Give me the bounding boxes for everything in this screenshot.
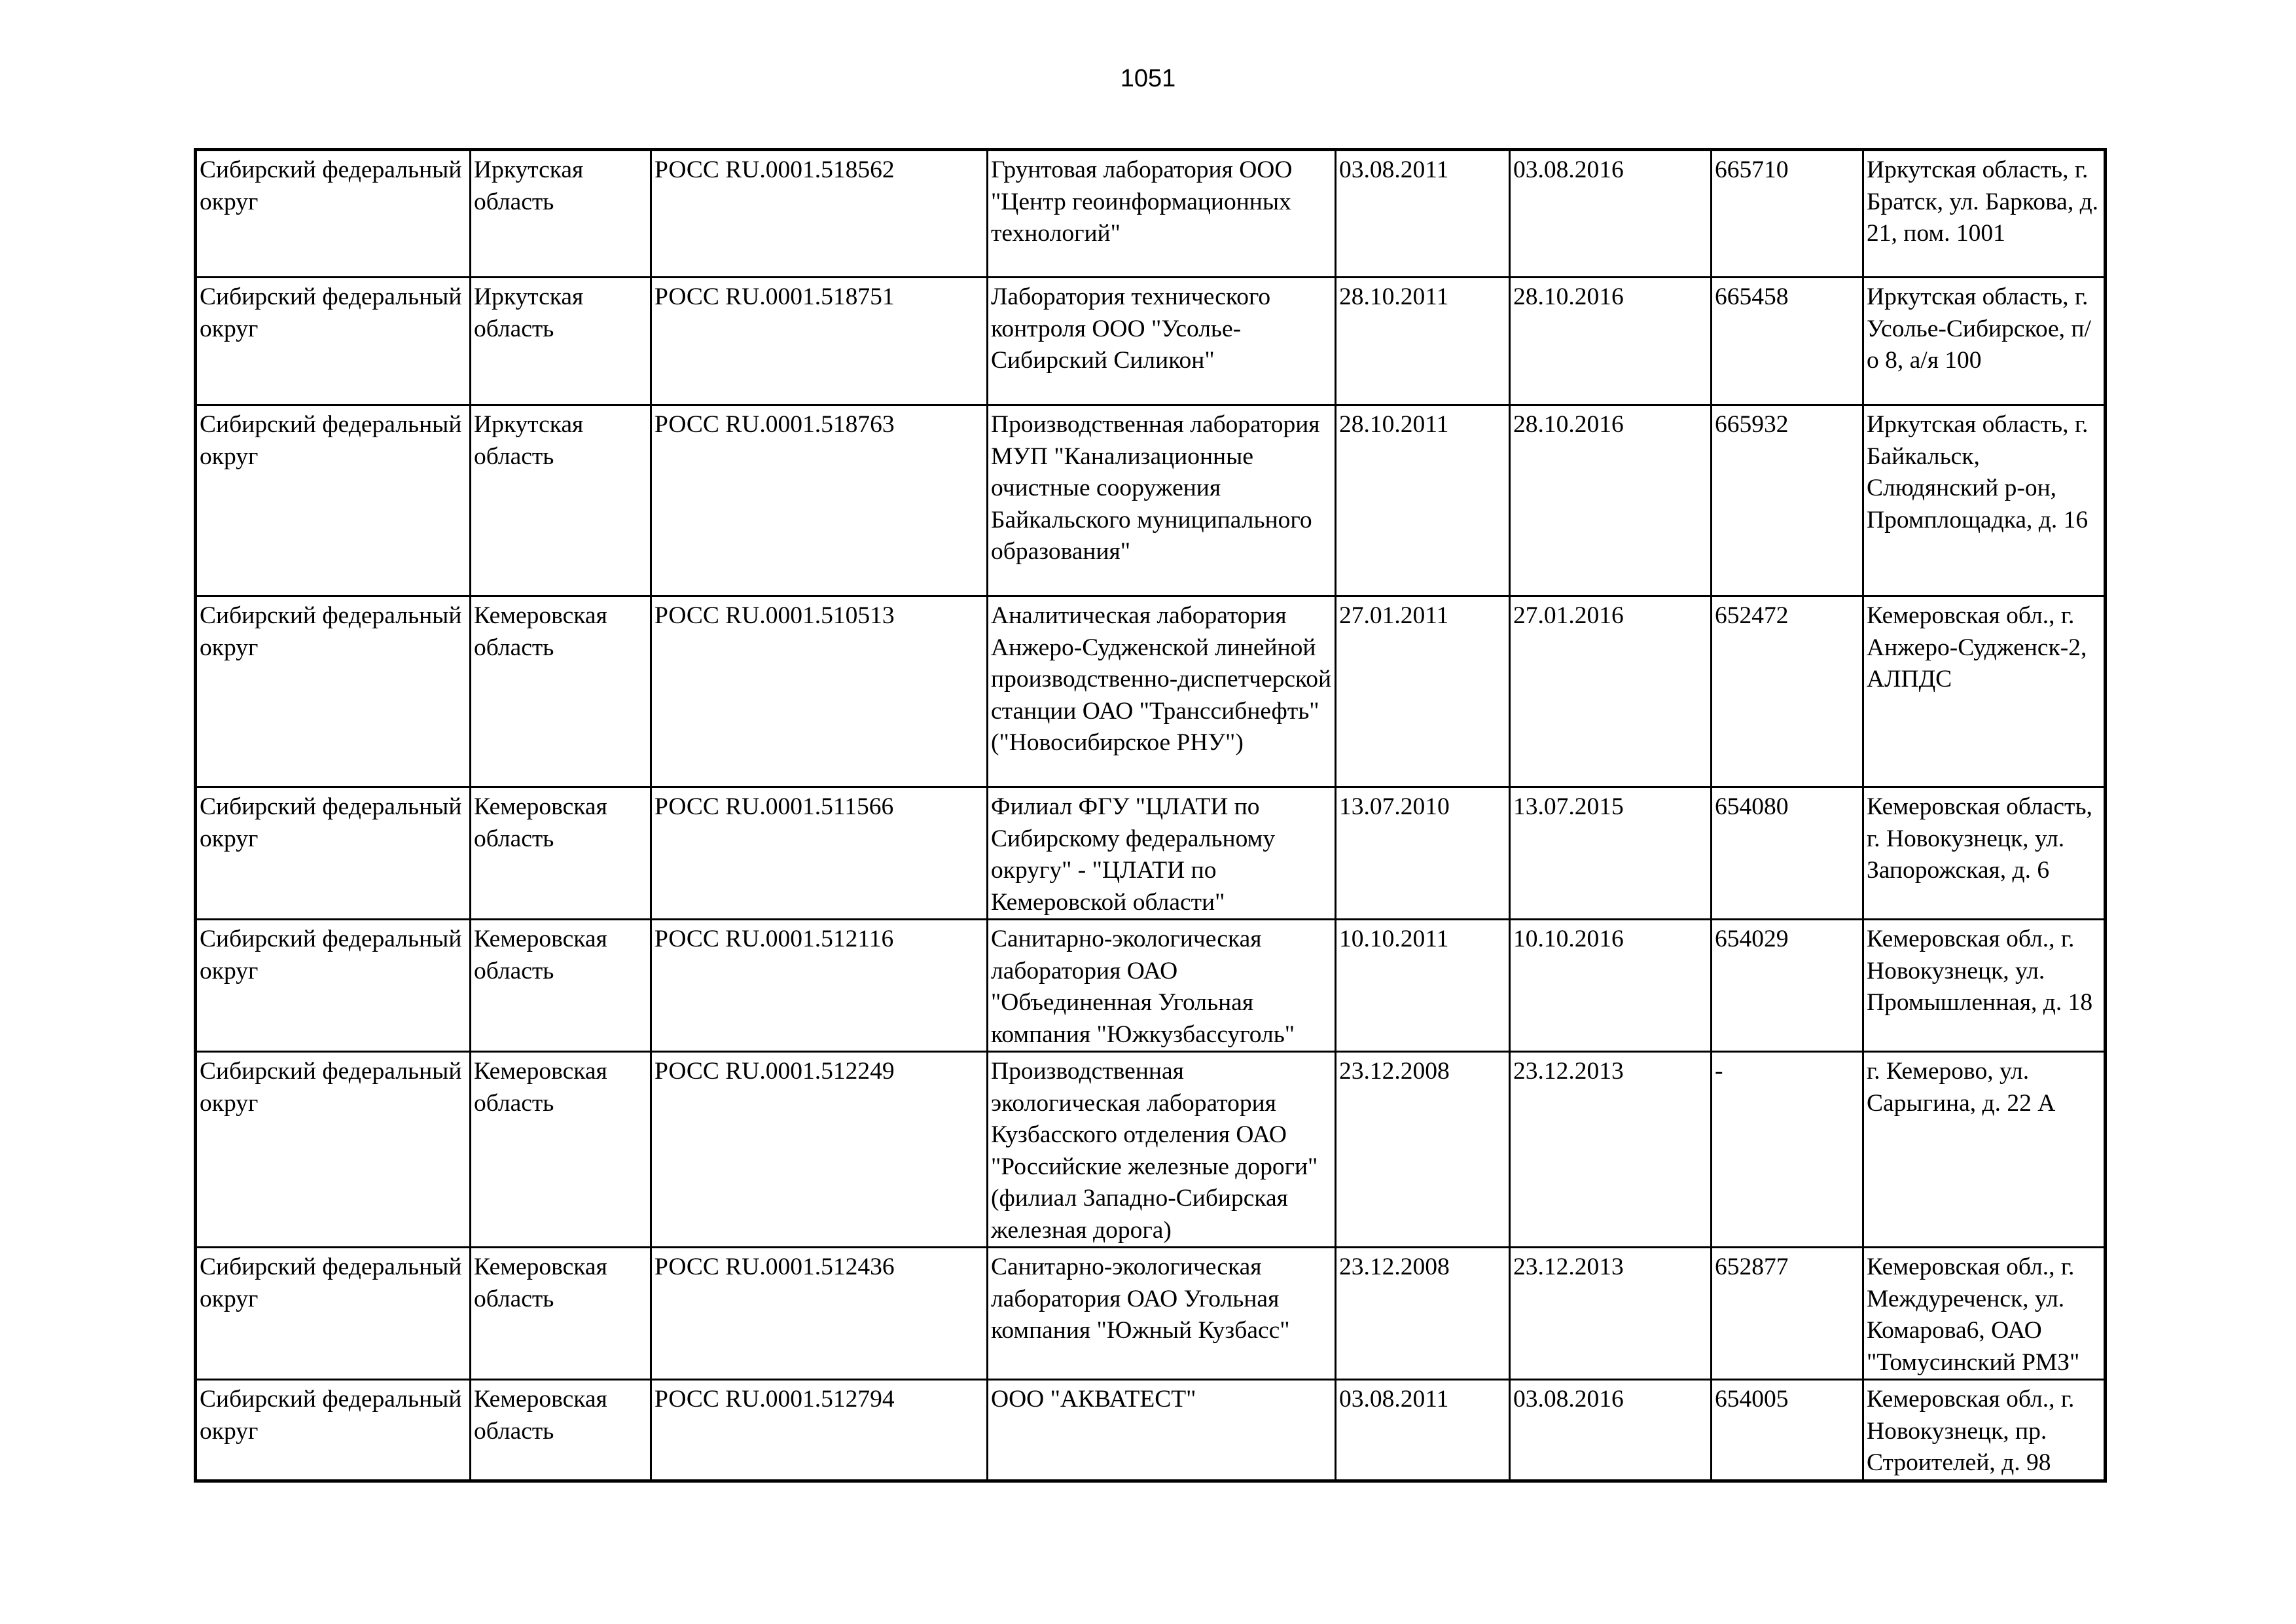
region-cell: Кемеровская область bbox=[471, 596, 651, 787]
postal-index-cell: - bbox=[1712, 1052, 1863, 1248]
valid-from-cell: 23.12.2008 bbox=[1336, 1052, 1510, 1248]
postal-index-cell: 665458 bbox=[1712, 278, 1863, 405]
region-cell: Кемеровская область bbox=[471, 920, 651, 1052]
valid-from-cell: 03.08.2011 bbox=[1336, 150, 1510, 278]
certificate-number-cell: РОСС RU.0001.510513 bbox=[651, 596, 988, 787]
certificate-number-cell: РОСС RU.0001.518751 bbox=[651, 278, 988, 405]
laboratory-name-cell: Филиал ФГУ "ЦЛАТИ по Сибирскому федеральному округу" - "ЦЛАТИ по Кемеровской области" bbox=[988, 787, 1336, 920]
table-row bbox=[196, 1248, 2106, 1380]
laboratory-name-cell: Аналитическая лаборатория Анжеро-Судженской линейной производственно-диспетчерской станции ОАО "Транссибнефть" ("Новосибирское РНУ") bbox=[988, 596, 1336, 787]
postal-index-cell: 665710 bbox=[1712, 150, 1863, 278]
valid-from-cell: 13.07.2010 bbox=[1336, 787, 1510, 920]
table-row bbox=[196, 787, 2106, 920]
table-row bbox=[196, 150, 2106, 278]
valid-from-cell: 28.10.2011 bbox=[1336, 405, 1510, 596]
certificate-number-cell: РОСС RU.0001.512116 bbox=[651, 920, 988, 1052]
table-row bbox=[196, 920, 2106, 1052]
region-cell: Кемеровская область bbox=[471, 787, 651, 920]
postal-index-cell: 654080 bbox=[1712, 787, 1863, 920]
certificate-number-cell: РОСС RU.0001.511566 bbox=[651, 787, 988, 920]
certificate-number-cell: РОСС RU.0001.518562 bbox=[651, 150, 988, 278]
laboratory-name-cell: ООО "АКВАТЕСТ" bbox=[988, 1380, 1336, 1481]
valid-from-cell: 27.01.2011 bbox=[1336, 596, 1510, 787]
laboratory-name-cell: Производственная экологическая лаборатория Кузбасского отделения ОАО "Российские железные дороги" (филиал Западно-Сибирская железная дорога) bbox=[988, 1052, 1336, 1248]
table-row bbox=[196, 278, 2106, 405]
address-cell: Кемеровская обл., г. Новокузнецк, пр. Строителей, д. 98 bbox=[1863, 1380, 2106, 1481]
district-cell: Сибирский федеральный округ bbox=[196, 278, 471, 405]
laboratory-registry-table bbox=[194, 148, 2107, 1483]
district-cell: Сибирский федеральный округ bbox=[196, 1052, 471, 1248]
valid-from-cell: 28.10.2011 bbox=[1336, 278, 1510, 405]
district-cell: Сибирский федеральный округ bbox=[196, 920, 471, 1052]
district-cell: Сибирский федеральный округ bbox=[196, 405, 471, 596]
region-cell: Иркутская область bbox=[471, 278, 651, 405]
district-cell: Сибирский федеральный округ bbox=[196, 596, 471, 787]
page-number: 1051 bbox=[1120, 65, 1176, 92]
table-row bbox=[196, 596, 2106, 787]
postal-index-cell: 652877 bbox=[1712, 1248, 1863, 1380]
table-row bbox=[196, 1052, 2106, 1248]
valid-to-cell: 10.10.2016 bbox=[1510, 920, 1712, 1052]
district-cell: Сибирский федеральный округ bbox=[196, 1380, 471, 1481]
postal-index-cell: 654005 bbox=[1712, 1380, 1863, 1481]
address-cell: Кемеровская обл., г. Междуреченск, ул. Комарова6, ОАО "Томусинский РМЗ" bbox=[1863, 1248, 2106, 1380]
address-cell: г. Кемерово, ул. Сарыгина, д. 22 А bbox=[1863, 1052, 2106, 1248]
region-cell: Кемеровская область bbox=[471, 1380, 651, 1481]
address-cell: Кемеровская обл., г. Анжеро-Судженск-2, АЛПДС bbox=[1863, 596, 2106, 787]
region-cell: Иркутская область bbox=[471, 150, 651, 278]
district-cell: Сибирский федеральный округ bbox=[196, 150, 471, 278]
valid-to-cell: 03.08.2016 bbox=[1510, 1380, 1712, 1481]
region-cell: Кемеровская область bbox=[471, 1052, 651, 1248]
address-cell: Иркутская область, г. Усолье-Сибирское, п/о 8, а/я 100 bbox=[1863, 278, 2106, 405]
postal-index-cell: 654029 bbox=[1712, 920, 1863, 1052]
certificate-number-cell: РОСС RU.0001.512436 bbox=[651, 1248, 988, 1380]
address-cell: Кемеровская обл., г. Новокузнецк, ул. Промышленная, д. 18 bbox=[1863, 920, 2106, 1052]
valid-to-cell: 03.08.2016 bbox=[1510, 150, 1712, 278]
valid-to-cell: 28.10.2016 bbox=[1510, 405, 1712, 596]
region-cell: Кемеровская область bbox=[471, 1248, 651, 1380]
certificate-number-cell: РОСС RU.0001.518763 bbox=[651, 405, 988, 596]
valid-to-cell: 28.10.2016 bbox=[1510, 278, 1712, 405]
table-row bbox=[196, 405, 2106, 596]
table-row bbox=[196, 1380, 2106, 1481]
laboratory-name-cell: Грунтовая лаборатория ООО "Центр геоинформационных технологий" bbox=[988, 150, 1336, 278]
postal-index-cell: 652472 bbox=[1712, 596, 1863, 787]
valid-from-cell: 23.12.2008 bbox=[1336, 1248, 1510, 1380]
laboratory-name-cell: Санитарно-экологическая лаборатория ОАО "Объединенная Угольная компания "Южкузбассуголь" bbox=[988, 920, 1336, 1052]
valid-to-cell: 23.12.2013 bbox=[1510, 1052, 1712, 1248]
laboratory-name-cell: Лаборатория технического контроля ООО "Усолье-Сибирский Силикон" bbox=[988, 278, 1336, 405]
valid-from-cell: 03.08.2011 bbox=[1336, 1380, 1510, 1481]
certificate-number-cell: РОСС RU.0001.512249 bbox=[651, 1052, 988, 1248]
district-cell: Сибирский федеральный округ bbox=[196, 787, 471, 920]
valid-to-cell: 27.01.2016 bbox=[1510, 596, 1712, 787]
address-cell: Кемеровская область, г. Новокузнецк, ул. Запорожская, д. 6 bbox=[1863, 787, 2106, 920]
valid-to-cell: 23.12.2013 bbox=[1510, 1248, 1712, 1380]
address-cell: Иркутская область, г. Байкальск, Слюдянский р-он, Промплощадка, д. 16 bbox=[1863, 405, 2106, 596]
postal-index-cell: 665932 bbox=[1712, 405, 1863, 596]
certificate-number-cell: РОСС RU.0001.512794 bbox=[651, 1380, 988, 1481]
laboratory-name-cell: Санитарно-экологическая лаборатория ОАО Угольная компания "Южный Кузбасс" bbox=[988, 1248, 1336, 1380]
district-cell: Сибирский федеральный округ bbox=[196, 1248, 471, 1380]
laboratory-name-cell: Производственная лаборатория МУП "Канализационные очистные сооружения Байкальского муниципального образования" bbox=[988, 405, 1336, 596]
valid-from-cell: 10.10.2011 bbox=[1336, 920, 1510, 1052]
valid-to-cell: 13.07.2015 bbox=[1510, 787, 1712, 920]
address-cell: Иркутская область, г. Братск, ул. Баркова, д. 21, пом. 1001 bbox=[1863, 150, 2106, 278]
region-cell: Иркутская область bbox=[471, 405, 651, 596]
